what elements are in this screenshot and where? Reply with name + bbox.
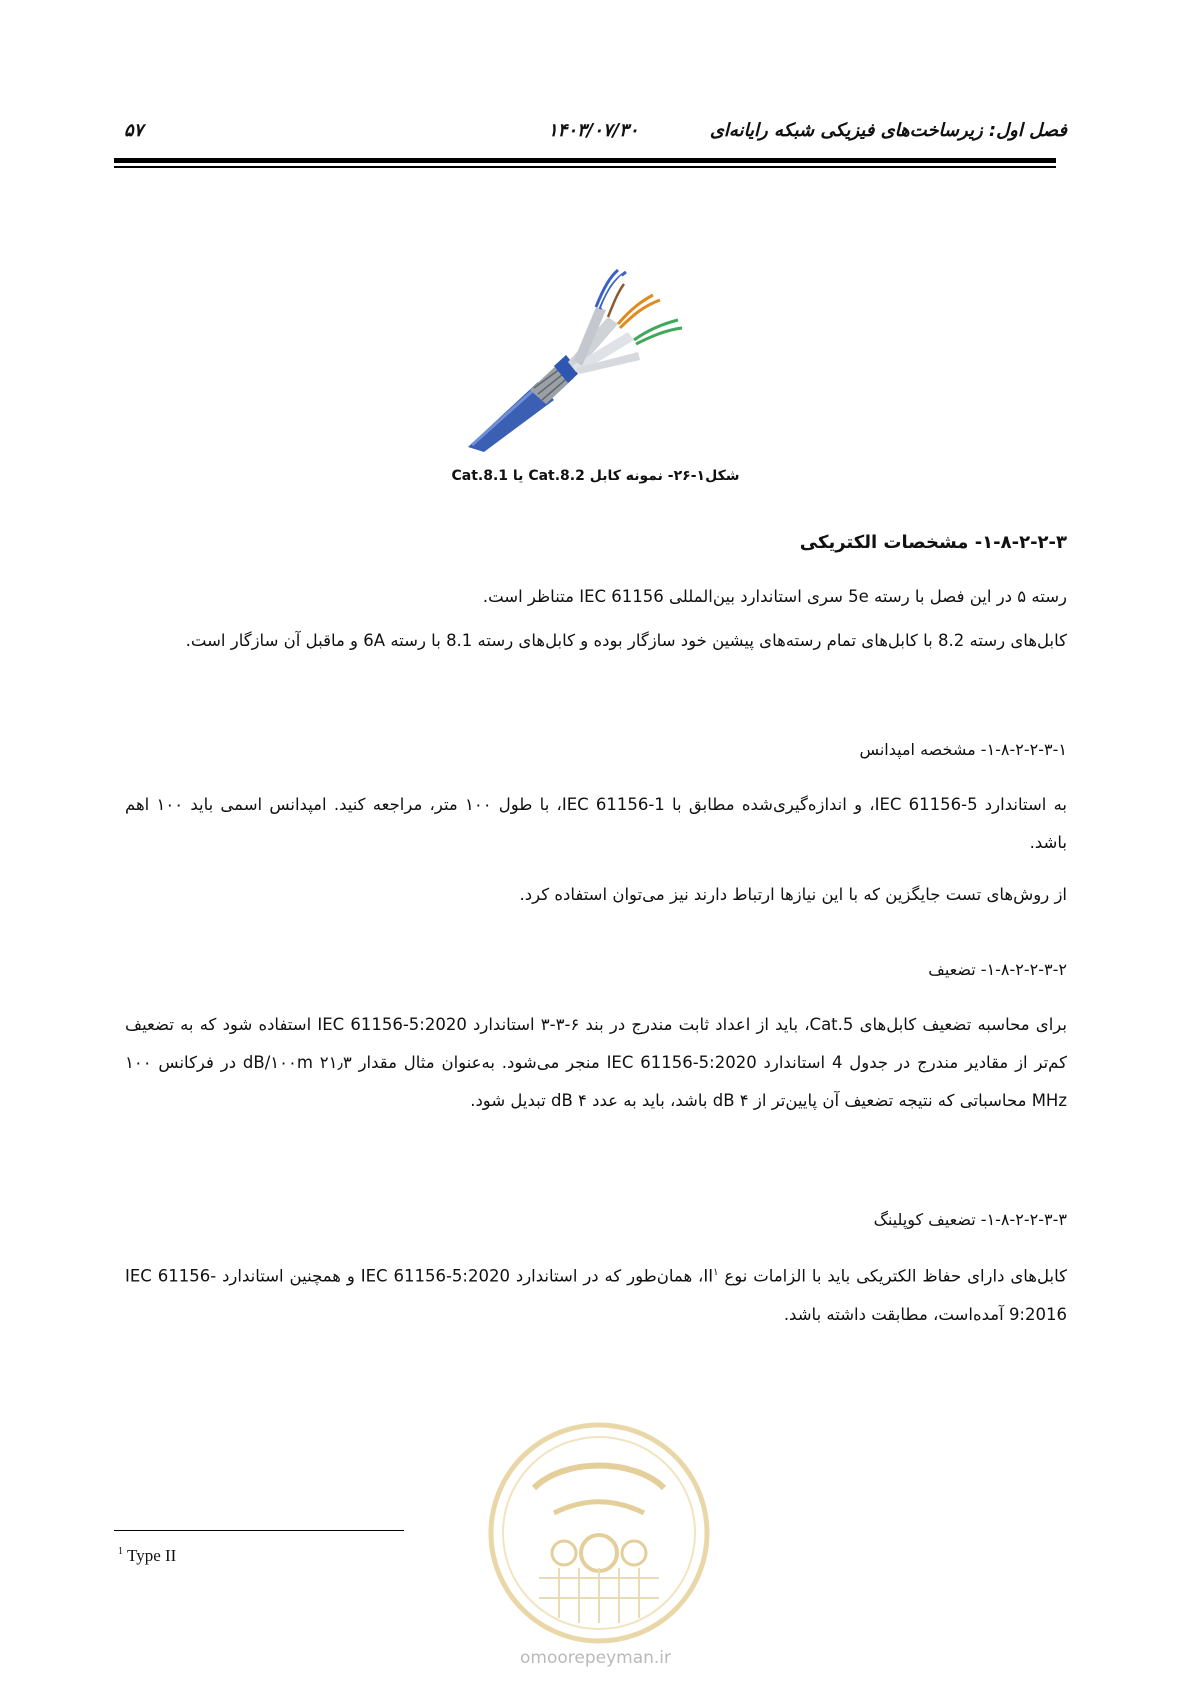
footnote xyxy=(118,1546,176,1566)
figure-caption: شکل۱-۲۶- نمونه کابل Cat.8.2 یا Cat.8.1 xyxy=(451,468,740,484)
cable-figure xyxy=(468,262,698,452)
coupling-text-b: ، همان‌طور که در استاندارد IEC 61156-5:2020 و همچنین استاندارد IEC 61156-9:2016 آمده‌است، مطابقت داشته باشد. xyxy=(125,1266,1067,1324)
attenuation-paragraph: برای محاسبه تضعیف کابل‌های Cat.5، باید از اعداد ثابت مندرج در بند ۶-۳-۳ استاندارد IEC 61156-5:2020 استفاده شود که به تضعیف کم‌تر از مقادیر مندرج در جدول 4 استاندارد IEC 61156-5:2020 منجر می‌شود. به‌عنوان مثال مقدار ۲۱٫۳ dB/۱۰۰m در فرکانس ۱۰۰ MHz محاسباتی که نتیجه تضعیف آن پایین‌تر از ۴ dB باشد، باید به عدد ۴ dB تبدیل شود. xyxy=(125,1015,1068,1110)
subsection-heading-coupling: ۱-۸-۲-۲-۳-۳- تضعیف کوپلینگ xyxy=(873,1210,1067,1229)
subsection-heading-attenuation: ۱-۸-۲-۲-۳-۲- تضعیف xyxy=(928,960,1067,979)
footnote-rule xyxy=(114,1530,404,1531)
footnote-number: 1 xyxy=(118,1546,123,1558)
running-header-date: ۱۴۰۳/۰۷/۳۰ xyxy=(548,120,639,141)
coupling-text-a: کابل‌های دارای حفاظ الکتریکی باید با الزامات نوع II xyxy=(703,1266,1067,1286)
section-paragraph-2: کابل‌های رسته 8.2 با کابل‌های تمام رسته‌های پیشین خود سازگار بوده و کابل‌های رسته 8.1 با رسته 6A و ماقبل آن سازگار است. xyxy=(185,631,1067,650)
watermark-url: omoorepeyman.ir xyxy=(519,1648,672,1668)
impedance-paragraph-1: به استاندارد IEC 61156-5، و اندازه‌گیری‌شده مطابق با IEC 61156-1، با طول ۱۰۰ متر، مراجعه کنید. امپدانس اسمی باید ۱۰۰ اهم باشد. xyxy=(125,795,1068,852)
header-rule-thick xyxy=(114,158,1056,163)
footnote-text: Type II xyxy=(127,1546,177,1565)
footnote-ref: ۱ xyxy=(713,1267,719,1278)
coupling-paragraph xyxy=(125,1254,1067,1334)
section-paragraph-1: رسته ۵ در این فصل با رسته 5e سری استاندارد بین‌المللی IEC 61156 متناظر است. xyxy=(482,587,1067,606)
section-heading: ۱-۸-۲-۲-۳- مشخصات الکتریکی xyxy=(799,532,1067,553)
running-header-chapter: فصل اول: زیرساخت‌های فیزیکی شبکه رایانه‌ای xyxy=(709,120,1067,141)
impedance-paragraph-2: از روش‌های تست جایگزین که با این نیازها ارتباط دارند نیز می‌توان استفاده کرد. xyxy=(519,885,1067,904)
subsection-heading-impedance: ۱-۸-۲-۲-۳-۱- مشخصه امپدانس xyxy=(859,740,1067,759)
watermark-seal-icon xyxy=(484,1418,714,1648)
header-rule-thin xyxy=(114,166,1056,168)
page-number: ۵۷ xyxy=(124,120,144,141)
